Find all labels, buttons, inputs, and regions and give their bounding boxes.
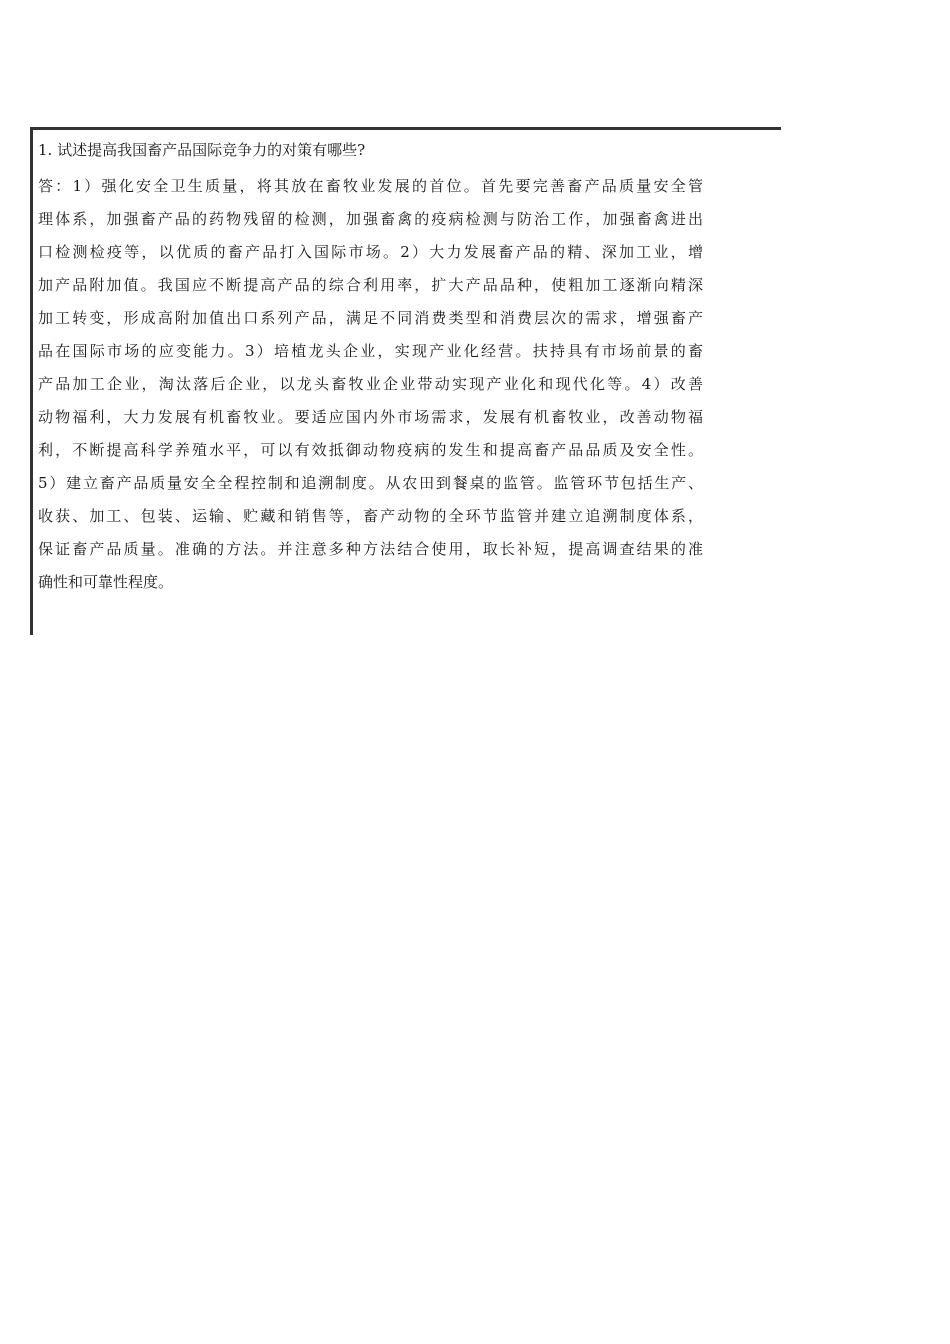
answer-line-6: 品在国际市场的应变能力。3）培植龙头企业，实现产业化经营。扶持具有市场前景的畜 — [38, 342, 703, 360]
answer-line-4: 加产品附加值。我国应不断提高产品的综合利用率，扩大产品品种，使粗加工逐渐向精深 — [38, 276, 703, 294]
question-text: 1. 试述提高我国畜产品国际竞争力的对策有哪些? — [38, 141, 366, 159]
answer-line-11: 收获、加工、包装、运输、贮藏和销售等，畜产动物的全环节监管并建立追溯制度体系， — [38, 507, 703, 525]
answer-line-2: 理体系，加强畜产品的药物残留的检测，加强畜禽的疫病检测与防治工作，加强畜禽进出 — [38, 210, 703, 228]
answer-line-3: 口检测检疫等，以优质的畜产品打入国际市场。2）大力发展畜产品的精、深加工业，增 — [38, 243, 703, 261]
answer-line-13: 确性和可靠性程度。 — [38, 573, 174, 591]
answer-line-7: 产品加工企业，淘汰落后企业，以龙头畜牧业企业带动实现产业化和现代化等。4）改善 — [38, 375, 703, 393]
answer-block — [38, 170, 703, 599]
answer-line-5: 加工转变，形成高附加值出口系列产品，满足不同消费类型和消费层次的需求，增强畜产 — [38, 309, 703, 327]
document-content — [38, 138, 703, 599]
answer-line-12: 保证畜产品质量。准确的方法。并注意多种方法结合使用，取长补短，提高调查结果的准 — [38, 540, 703, 558]
answer-line-10: 5）建立畜产品质量安全全程控制和追溯制度。从农田到餐桌的监管。监管环节包括生产、 — [38, 474, 703, 492]
answer-line-1: 答：1）强化安全卫生质量，将其放在畜牧业发展的首位。首先要完善畜产品质量安全管 — [38, 177, 703, 195]
answer-line-8: 动物福利，大力发展有机畜牧业。要适应国内外市场需求，发展有机畜牧业，改善动物福 — [38, 408, 703, 426]
answer-line-9: 利，不断提高科学养殖水平，可以有效抵御动物疫病的发生和提高畜产品品质及安全性。 — [38, 441, 703, 459]
